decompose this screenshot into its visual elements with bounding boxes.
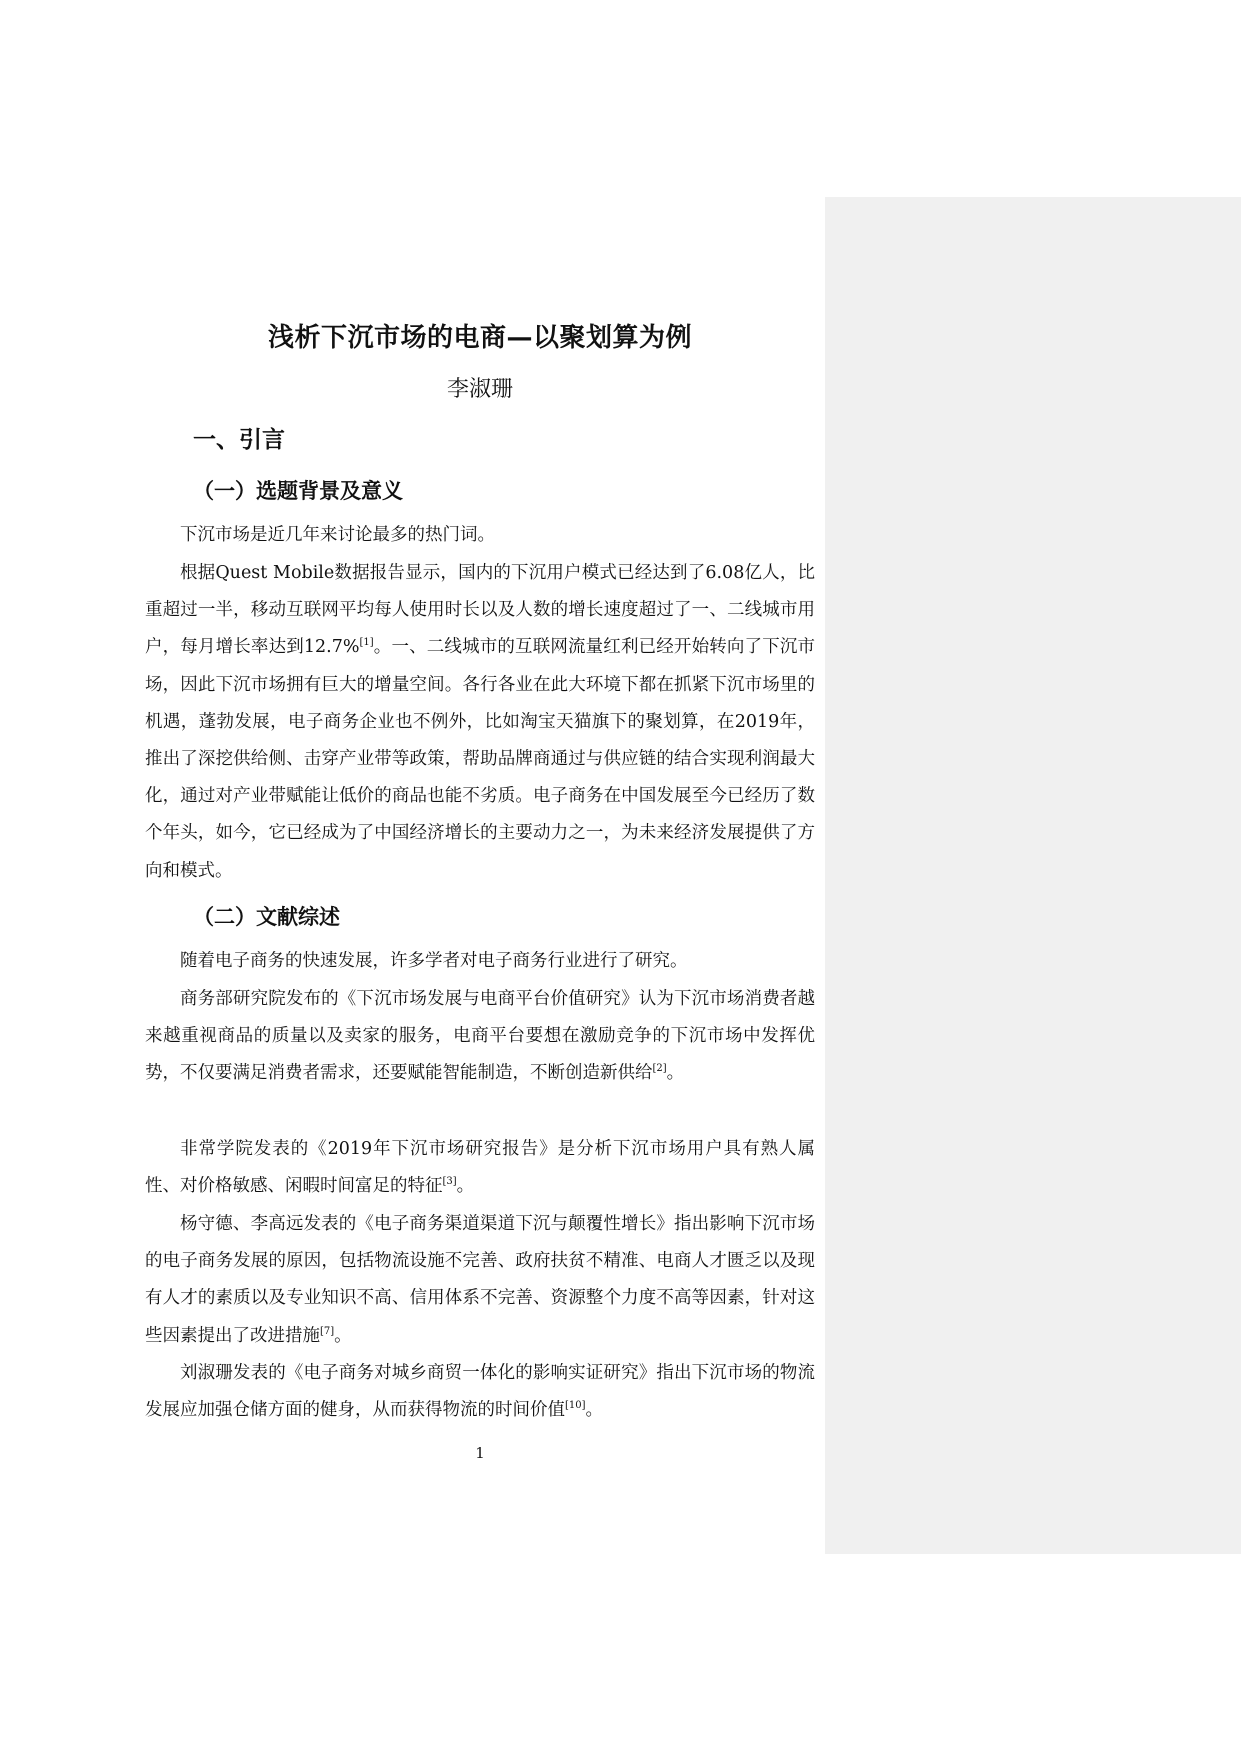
paragraph xyxy=(145,555,815,890)
paragraph xyxy=(145,1355,815,1429)
comment-pane xyxy=(825,197,1241,1554)
citation-ref: [7] xyxy=(320,1325,335,1337)
paragraph xyxy=(145,943,815,980)
document-title: 浅析下沉市场的电商—以聚划算为例 xyxy=(267,323,692,353)
page-number: 1 xyxy=(475,1444,485,1462)
paragraph-text: 。 xyxy=(585,1400,604,1421)
paragraph-text: 。一、二线城市的互联网流量红利已经开始转向了下沉市场，因此下沉市场拥有巨大的增量空间。各行各业在此大环境下都在抓紧下沉市场里的机遇，蓬勃发展，电子商务企业也不例外，比如淘宝天猫旗下的聚划算，在2019年，推出了深挖供给侧、击穿产业带等政策，帮助品牌商通过与供应链的结合实现利润最大化，通过对产业带赋能让低价的商品也能不劣质。电子商务在中国发展至今已经历了数个年头，如今，它已经成为了中国经济增长的主要动力之一，为未来经济发展提供了方向和模式。 xyxy=(145,637,816,881)
citation-ref: [3] xyxy=(442,1176,457,1188)
paragraph xyxy=(145,1131,815,1205)
paragraph-text: 杨守德、李高远发表的《电子商务渠道渠道下沉与颠覆性增长》指出影响下沉市场的电子商务发展的原因，包括物流设施不完善、政府扶贫不精准、电商人才匮乏以及现有人才的素质以及专业知识不高、信用体系不完善、资源整个力度不高等因素，针对这些因素提出了改进措施 xyxy=(145,1214,815,1346)
paragraph-text: 商务部研究院发布的《下沉市场发展与电商平台价值研究》认为下沉市场消费者越来越重视商品的质量以及卖家的服务，电商平台要想在激励竞争的下沉市场中发挥优势，不仅要满足消费者需求，还要赋能智能制造，不断创造新供给 xyxy=(145,989,815,1084)
citation-ref: [1] xyxy=(359,637,374,649)
paragraph-text: 下沉市场是近几年来讨论最多的热门词。 xyxy=(180,525,495,545)
paragraph xyxy=(145,981,815,1093)
paragraph-text: 刘淑珊发表的《电子商务对城乡商贸一体化的影响实证研究》指出下沉市场的物流发展应加强仓储方面的健身，从而获得物流的时间价值 xyxy=(145,1363,815,1421)
paragraph-text: 。 xyxy=(456,1176,475,1197)
paragraph-text: 非常学院发表的《2019年下沉市场研究报告》是分析下沉市场用户具有熟人属性、对价格敏感、闲暇时间富足的特征 xyxy=(145,1139,815,1197)
document-author: 李淑珊 xyxy=(446,377,513,402)
subsection-heading-background: （一）选题背景及意义 xyxy=(193,479,403,503)
paragraph-text: 。 xyxy=(334,1325,352,1346)
citation-ref: [2] xyxy=(652,1063,667,1075)
paragraph-text: 。 xyxy=(666,1063,685,1084)
paragraph xyxy=(145,517,815,554)
paragraph-text: 根据Quest Mobile数据报告显示，国内的下沉用户模式已经达到了6.08亿人，比重超过一半，移动互联网平均每人使用时长以及人数的增长速度超过了一、二线城市用户，每月增长率达到12.7% xyxy=(145,563,815,658)
paragraph-text: 随着电子商务的快速发展，许多学者对电子商务行业进行了研究。 xyxy=(180,951,688,971)
citation-ref: [10] xyxy=(565,1400,586,1412)
subsection-heading-literature-review: （二）文献综述 xyxy=(193,905,340,929)
section-heading-introduction: 一、引言 xyxy=(193,427,285,453)
paragraph xyxy=(145,1206,815,1355)
